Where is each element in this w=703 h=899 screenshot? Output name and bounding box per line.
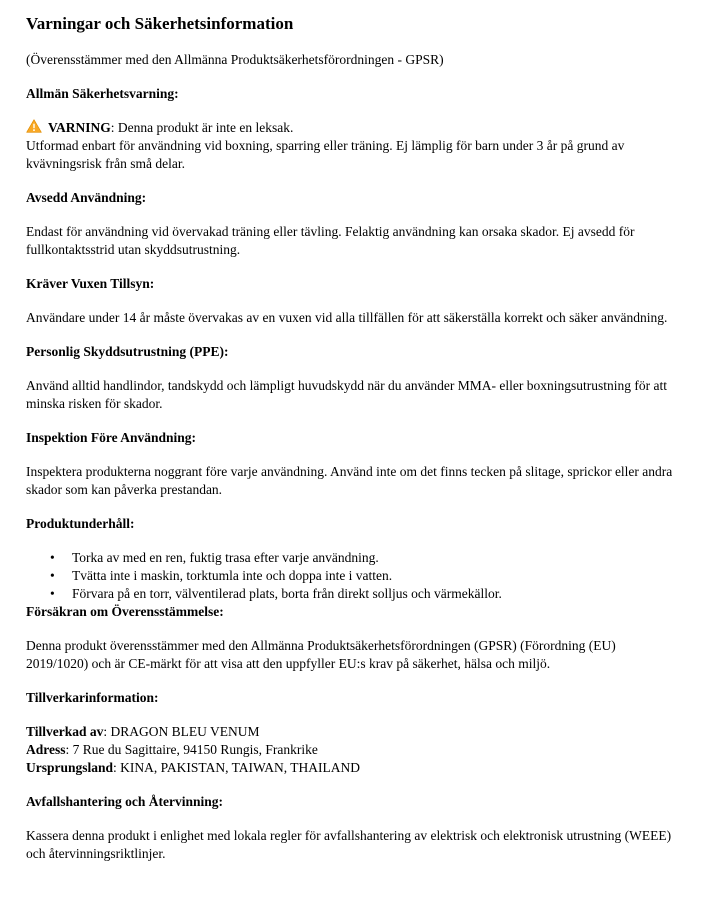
- manufacturer-origin-value: : KINA, PAKISTAN, TAIWAN, THAILAND: [113, 760, 361, 775]
- conformity-body: Denna produkt överensstämmer med den Allmänna Produktsäkerhetsförordningen (GPSR) (Förordning (EU) 2019/1020) och är CE-märkt för att visa att den uppfyller EU:s krav på säkerhet, hälsa och miljö.: [26, 638, 616, 671]
- maintenance-heading: Produktunderhåll:: [26, 516, 135, 531]
- intended-use-heading: Avsedd Användning:: [26, 190, 147, 205]
- manufacturer-made-by-label: Tillverkad av: [26, 724, 104, 739]
- conformity-heading: Försäkran om Överensstämmelse:: [26, 604, 224, 619]
- general-warning-paragraph: [26, 119, 677, 173]
- disposal-heading: Avfallshantering och Återvinning:: [26, 794, 224, 809]
- supervision-body: Användare under 14 år måste övervakas av en vuxen vid alla tillfällen för att säkerställa korrekt och säker användning.: [26, 310, 668, 325]
- manufacturer-made-by-line: [26, 723, 677, 741]
- inspection-body: Inspektera produkterna noggrant före varje användning. Använd inte om det finns tecken på slitage, sprickor eller andra skador som kan påverka prestandan.: [26, 464, 673, 497]
- disposal-body: Kassera denna produkt i enlighet med lokala regler för avfallshantering av elektrisk och elektronisk utrustning (WEEE) och återvinningsriktlinjer.: [26, 828, 672, 861]
- general-warning-body: Utformad enbart för användning vid boxning, sparring eller träning. Ej lämplig för barn under 3 år på grund av kvävningsrisk från små delar.: [26, 138, 625, 171]
- manufacturer-origin-label: Ursprungsland: [26, 760, 114, 775]
- manufacturer-address-value: : 7 Rue du Sagittaire, 94150 Rungis, Frankrike: [65, 742, 318, 757]
- manufacturer-address-line: [26, 741, 677, 759]
- warning-line: [26, 119, 677, 137]
- general-warning-heading: Allmän Säkerhetsvarning:: [26, 86, 179, 101]
- maintenance-list-item: • Torka av med en ren, fuktig trasa efter varje användning.: [50, 549, 677, 567]
- maintenance-list-item: • Förvara på en torr, välventilerad plats, borta från direkt solljus och värmekällor.: [50, 585, 677, 603]
- intended-use-body: Endast för användning vid övervakad träning eller tävling. Felaktig användning kan orsaka skador. Ej avsedd för fullkontaktsstrid utan skyddsutrustning.: [26, 224, 635, 257]
- maintenance-list: [26, 549, 677, 603]
- warning-label-rest: : Denna produkt är inte en leksak.: [110, 120, 294, 135]
- maintenance-list-item: • Tvätta inte i maskin, torktumla inte och doppa inte i vatten.: [50, 567, 677, 585]
- ppe-body: Använd alltid handlindor, tandskydd och lämpligt huvudskydd när du använder MMA- eller boxningsutrustning för att minska risken för skador.: [26, 378, 667, 411]
- supervision-heading: Kräver Vuxen Tillsyn:: [26, 276, 155, 291]
- warning-triangle-icon: [26, 119, 42, 133]
- inspection-heading: Inspektion Före Användning:: [26, 430, 197, 445]
- manufacturer-address-label: Adress: [26, 742, 66, 757]
- ppe-heading: Personlig Skyddsutrustning (PPE):: [26, 344, 229, 359]
- manufacturer-made-by-value: : DRAGON BLEU VENUM: [103, 724, 260, 739]
- manufacturer-heading: Tillverkarinformation:: [26, 690, 159, 705]
- page-title: Varningar och Säkerhetsinformation: [26, 14, 294, 33]
- manufacturer-info: [26, 723, 677, 777]
- manufacturer-origin-line: [26, 759, 677, 777]
- warning-label: VARNING: [48, 120, 111, 135]
- gpsr-subtitle: (Överensstämmer med den Allmänna Produktsäkerhetsförordningen - GPSR): [26, 52, 444, 67]
